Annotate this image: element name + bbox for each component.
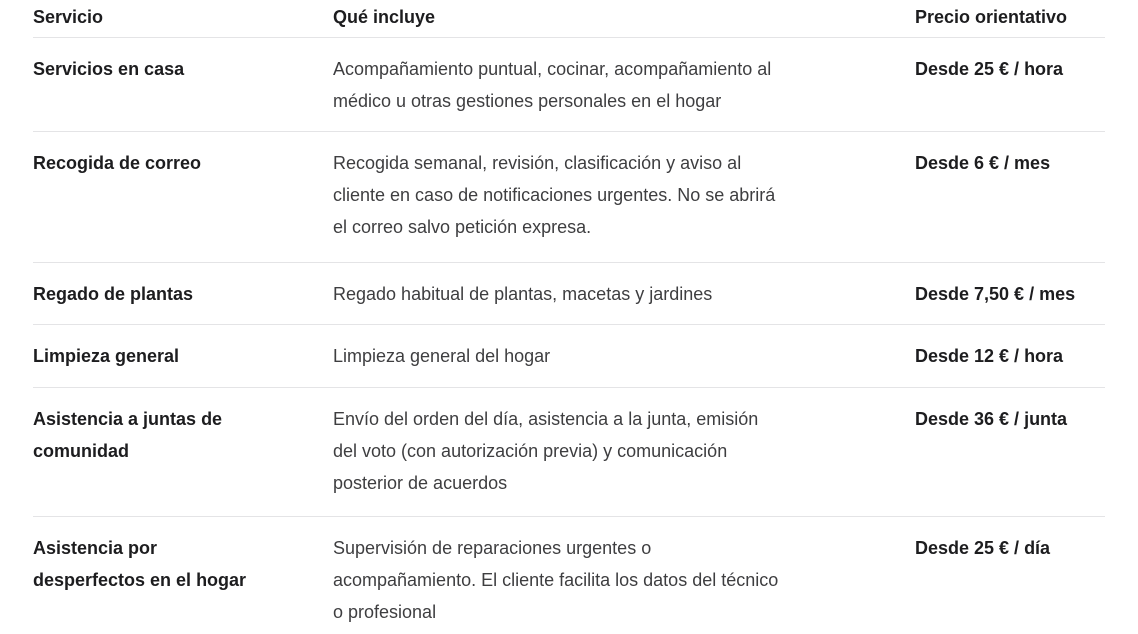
service-description: Regado habitual de plantas, macetas y jardines <box>333 284 713 304</box>
service-description: Envío del orden del día, asistencia a la junta, emisión del voto (con autorización previa) y comunicación posterior de acuerdos <box>333 409 759 493</box>
column-header-servicio: Servicio <box>33 7 104 27</box>
table-header-row <box>33 0 1105 38</box>
table-row-limpieza-general <box>33 325 1105 388</box>
table-row-asistencia-juntas <box>33 388 1105 517</box>
service-price: Desde 7,50 € / mes <box>915 284 1076 304</box>
service-name: Recogida de correo <box>33 153 202 173</box>
table-row-servicios-en-casa <box>33 38 1105 132</box>
service-price: Desde 25 € / hora <box>915 59 1064 79</box>
service-description: Supervisión de reparaciones urgentes o acompañamiento. El cliente facilita los datos del técnico o profesional <box>333 538 779 622</box>
service-price: Desde 25 € / día <box>915 538 1051 558</box>
column-header-precio-orientativo: Precio orientativo <box>915 7 1068 27</box>
table-row-recogida-de-correo <box>33 132 1105 263</box>
service-name: Asistencia a juntas de comunidad <box>33 409 223 461</box>
service-name: Asistencia por desperfectos en el hogar <box>33 538 247 590</box>
service-name: Regado de plantas <box>33 284 194 304</box>
service-name: Limpieza general <box>33 346 180 366</box>
service-description: Recogida semanal, revisión, clasificación y aviso al cliente en caso de notificaciones urgentes. No se abrirá el correo salvo petición expresa. <box>333 153 776 237</box>
service-price: Desde 12 € / hora <box>915 346 1064 366</box>
column-header-que-incluye: Qué incluye <box>333 7 436 27</box>
table-row-asistencia-desperfectos <box>33 517 1105 634</box>
table-row-regado-de-plantas <box>33 263 1105 325</box>
service-name: Servicios en casa <box>33 59 185 79</box>
service-price: Desde 36 € / junta <box>915 409 1068 429</box>
service-description: Acompañamiento puntual, cocinar, acompañamiento al médico u otras gestiones personales en el hogar <box>333 59 772 111</box>
service-price: Desde 6 € / mes <box>915 153 1051 173</box>
services-pricing-table <box>33 0 1105 634</box>
service-description: Limpieza general del hogar <box>333 346 551 366</box>
